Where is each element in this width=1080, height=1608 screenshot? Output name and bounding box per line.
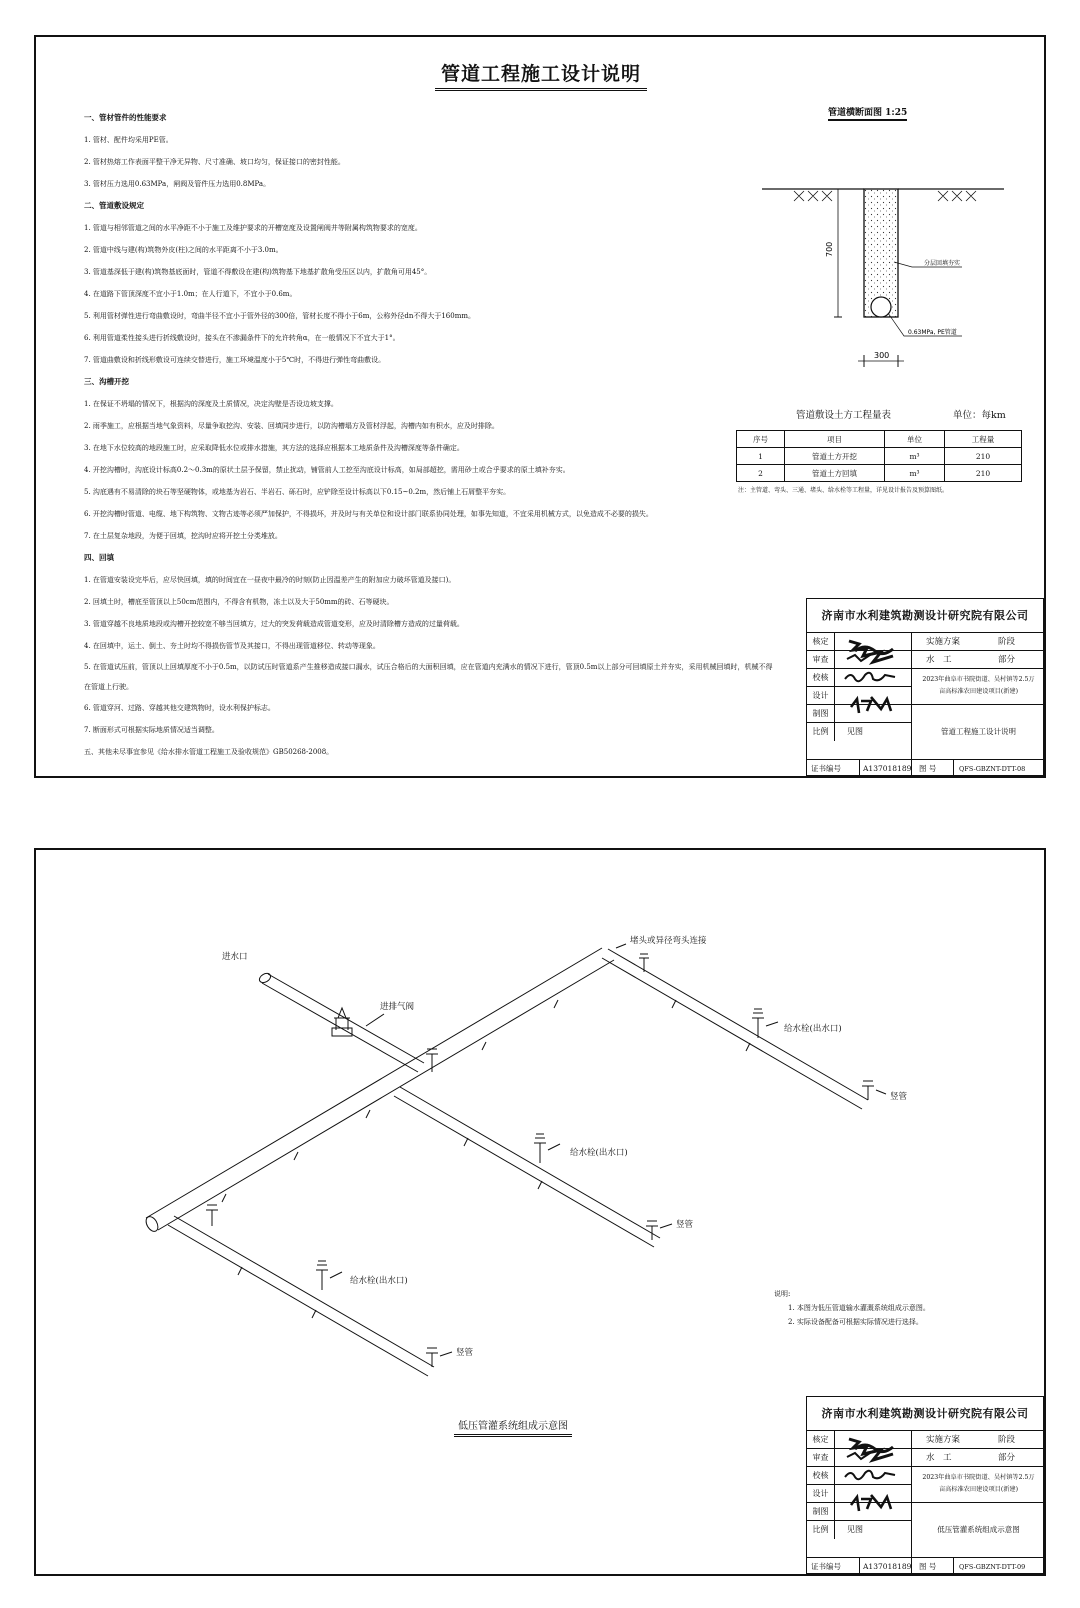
table-cell: 管道土方回填: [785, 465, 885, 482]
project-name-line2: 亩高标准农田建设项目(新建): [938, 1486, 1019, 1493]
note-item: 4. 在道路下管顶深度不宜小于1.0m；在人行道下，不宜小于0.6m。: [84, 290, 297, 298]
stage-word: 阶段: [998, 1435, 1016, 1445]
draw-label: 制图: [807, 1503, 835, 1521]
width-dimension: 300: [874, 351, 890, 360]
table-cell: m³: [885, 465, 945, 482]
table-row: [737, 465, 1022, 482]
fig-number: QFS-GBZNT-DTT-09: [959, 1563, 1026, 1571]
sheet-title: 管道工程施工设计说明: [36, 59, 1046, 91]
cert-number: A137018189: [863, 764, 912, 773]
cert-label: 证书编号: [811, 1562, 841, 1571]
note-item: 6. 利用管道柔性接头进行折线敷设时，接头在不渗漏条件下的允许转角α，在一般情况下不宜大于1°。: [84, 334, 400, 342]
note-item: 7. 管道曲敷设和折线形敷设可连续交替进行，施工环境温度小于5℃时，不得进行弹性弯曲敷设。: [84, 356, 386, 364]
note-item: 3. 在地下水位较高的地段施工时，应采取降低水位或排水措施，其方法的选择应根据本工地质条件及沟槽深度等条件确定。: [84, 444, 464, 452]
note-item: 7. 在土层复杂地段，为便于回填，挖沟时应将开挖土分类堆放。: [84, 532, 282, 540]
fig-label: 图 号: [919, 764, 937, 773]
note-item: 4. 在回填中，运土、倒土、夯土时均不得损伤管节及其接口，不得出现管道移位、转动等现象。: [84, 642, 380, 650]
quantity-table-title: 管道敷设土方工程量表: [796, 410, 892, 421]
design-label: 设计: [807, 687, 835, 705]
title-block: [806, 1396, 1044, 1574]
note-item: 2. 管道中线与建(构)筑物外皮(柱)之间的水平距离不小于3.0m。: [84, 246, 283, 254]
signature: [841, 687, 903, 723]
table-cell: 210: [945, 448, 1022, 465]
diagram-notes: 说明: 1. 本图为低压管道输水灌溉系统组成示意图。 2. 实际设备配备可根据实际情况进行选择。: [774, 1290, 930, 1326]
dept-word: 部分: [998, 1453, 1016, 1463]
construction-notes: [84, 107, 774, 763]
stage-value: 实施方案: [926, 637, 961, 647]
pipe-cross-section-drawing: [726, 117, 1036, 387]
approve-label: 核定: [807, 633, 835, 651]
hydrant-label: 给水栓(出水口): [350, 1276, 408, 1286]
review-label: 审查: [807, 1449, 835, 1467]
scale-value: 见图: [847, 1525, 863, 1534]
air-valve-label: 进排气阀: [380, 1002, 415, 1012]
earthwork-quantity-table: [736, 430, 1022, 482]
note-item: 1. 管道与相邻管道之间的水平净距不小于施工及维护要求的开槽宽度及设置闸阀井等附属构筑物要求的宽度。: [84, 224, 422, 232]
table-cell: 1: [737, 448, 785, 465]
dept-value: 水 工: [926, 1453, 952, 1463]
company-name: 济南市水利建筑勘测设计研究院有限公司: [807, 599, 1043, 633]
section-heading: 二、管道敷设规定: [84, 201, 144, 210]
note-item: 3. 管材压力选用0.63MPa，闸阀及管件压力选用0.8MPa。: [84, 180, 271, 188]
hydrant-label: 给水栓(出水口): [570, 1148, 628, 1158]
dept-value: 水 工: [926, 655, 952, 665]
signature-stamp: [841, 1433, 903, 1465]
table-header-row: [737, 431, 1022, 448]
drawing-name: 低压管灌系统组成示意图: [937, 1525, 1020, 1534]
note-item: 6. 管道穿河、过路、穿越其他交建筑物时，设水利保护标志。: [84, 704, 275, 712]
check-label: 校核: [807, 669, 835, 687]
depth-dimension: 700: [825, 241, 834, 257]
note-item: 3. 管道穿越不良地质地段或沟槽开挖较宽不够当回填方，过大的突发荷载造成管道变形，应及时清除槽方造成的过量荷载。: [84, 620, 464, 628]
scale-label: 比例: [807, 1521, 835, 1539]
dept-word: 部分: [998, 655, 1016, 665]
table-cell: 210: [945, 465, 1022, 482]
note-item: 3. 管道基深低于建(构)筑物基底面时，管道不得敷设在建(构)筑物基下地基扩散角受压区以内，扩散角可用45°。: [84, 268, 432, 276]
note-item: 1. 管材、配件均采用PE管。: [84, 136, 173, 144]
signature: [841, 1485, 903, 1521]
table-header: 序号: [737, 431, 785, 448]
table-cell: 管道土方开挖: [785, 448, 885, 465]
table-cell: 2: [737, 465, 785, 482]
riser-label: 竖管: [890, 1092, 908, 1102]
approve-label: 核定: [807, 1431, 835, 1449]
project-name-line2: 亩高标准农田建设项目(新建): [938, 688, 1019, 695]
cert-number: A137018189: [863, 1562, 912, 1571]
riser-label: 竖管: [456, 1348, 474, 1358]
scale-label: 比例: [807, 723, 835, 741]
note-item: 5. 在管道试压前，管顶以上回填厚度不小于0.5m，以防试压时管道系产生推移造成接口漏水，试压合格后的大面积回填，应在管道内充满水的情况下进行，管顶0.5m以上部分可回填原土并夯实，采用机械回填时，机械不得在管道上行驶。: [84, 663, 773, 691]
company-name: 济南市水利建筑勘测设计研究院有限公司: [807, 1397, 1043, 1431]
scale-value: 见图: [847, 727, 863, 736]
irrigation-diagram-sheet: [34, 848, 1046, 1576]
review-label: 审查: [807, 651, 835, 669]
note-item: 1. 在管道安装设完毕后，应尽快回填，填的时间宜在一昼夜中最冷的时刻(防止因温差产生的附加应力破坏管道及接口)。: [84, 576, 456, 584]
table-header: 工程量: [945, 431, 1022, 448]
note-item: 1. 在保证不坍塌的情况下，根据沟的深度及土质情况，决定沟壁是否设边坡支撑。: [84, 400, 338, 408]
pipe-spec-label: 0.63MPa, PE管道: [908, 329, 957, 336]
table-cell: m³: [885, 448, 945, 465]
stage-word: 阶段: [998, 637, 1016, 647]
check-label: 校核: [807, 1467, 835, 1485]
note-item: 4. 开挖沟槽时，沟底设计标高0.2～0.3m的原状土层予保留，禁止扰动，铺管前人工挖至沟底设计标高，如局部超挖，需用砂土或合乎要求的原土填补夯实。: [84, 466, 570, 474]
signature: [841, 669, 903, 685]
title-block: [806, 598, 1044, 776]
table-header: 项目: [785, 431, 885, 448]
cert-label: 证书编号: [811, 764, 841, 773]
diagram-title: 低压管灌系统组成示意图: [454, 1417, 572, 1437]
design-notes-sheet: [34, 35, 1046, 778]
signature-stamp: [841, 635, 903, 667]
fig-label: 图 号: [919, 1562, 937, 1571]
project-name-line1: 2023年曲阜市书院街道、吴村镇等2.5万: [922, 1474, 1035, 1481]
section-heading: 一、管材管件的性能要求: [84, 113, 167, 122]
table-note: 注：主管道、弯头、三通、堵头、给水栓等工程量，详见设计报告及预算图纸。: [738, 487, 949, 494]
backfill-label: 分层回填夯实: [924, 260, 961, 267]
table-row: [737, 448, 1022, 465]
note-item: 2. 回填土时，槽底至管顶以上50cm范围内，不得含有机物，冻土以及大于50mm的砖、石等硬块。: [84, 598, 394, 606]
hydrant-label: 给水栓(出水口): [784, 1024, 842, 1034]
note-item: 7. 断面形式可根据实际地质情况适当调整。: [84, 726, 219, 734]
section-heading: 四、回填: [84, 553, 114, 562]
inlet-label: 进水口: [222, 952, 248, 962]
plug-label: 堵头或异径弯头连接: [630, 936, 707, 946]
project-name-line1: 2023年曲阜市书院街道、吴村镇等2.5万: [922, 676, 1035, 683]
quantity-table-unit: 单位：每km: [953, 410, 1006, 421]
note-item: 五、其他未尽事宜参见《给水排水管道工程施工及验收规范》GB50268-2008。: [84, 748, 334, 756]
note-item: 2. 管材热熔工作表面平整干净无异物、尺寸准确、坡口均匀，保证接口的密封性能。: [84, 158, 345, 166]
drawing-name: 管道工程施工设计说明: [941, 727, 1016, 736]
section-heading: 三、沟槽开挖: [84, 377, 129, 386]
note-item: 2. 雨季施工，应根据当地气象资料，尽量争取挖沟、安装、回填同步进行，以防沟槽塌方及管材浮起，沟槽内如有积水，应及时排除。: [84, 422, 499, 430]
fig-number: QFS-GBZNT-DTT-08: [959, 765, 1026, 773]
signature: [841, 1467, 903, 1483]
design-label: 设计: [807, 1485, 835, 1503]
note-item: 5. 利用管材弹性进行弯曲敷设时，弯曲半径不宜小于管外径的300倍，管材长度不得小于6m，公称外径dn不得大于160mm。: [84, 312, 475, 320]
note-item: 5. 沟底遇有不易清除的块石等坚硬物体，或地基为岩石、半岩石、砾石时，应铲除至设计标高以下0.15~0.2m，然后铺上石屑整平夯实。: [84, 488, 511, 496]
note-item: 6. 开挖沟槽时管道、电缆、地下构筑物、文物古迹等必须严加保护，不得损坏，并及时与有关单位和设计部门联系协同处理，如事先知道，不宜采用机械方式，以免造成不必要的损失。: [84, 510, 653, 518]
table-header: 单位: [885, 431, 945, 448]
riser-label: 竖管: [676, 1220, 694, 1230]
stage-value: 实施方案: [926, 1435, 961, 1445]
cross-section-title: 管道横断面图 1:25: [828, 105, 907, 121]
draw-label: 制图: [807, 705, 835, 723]
